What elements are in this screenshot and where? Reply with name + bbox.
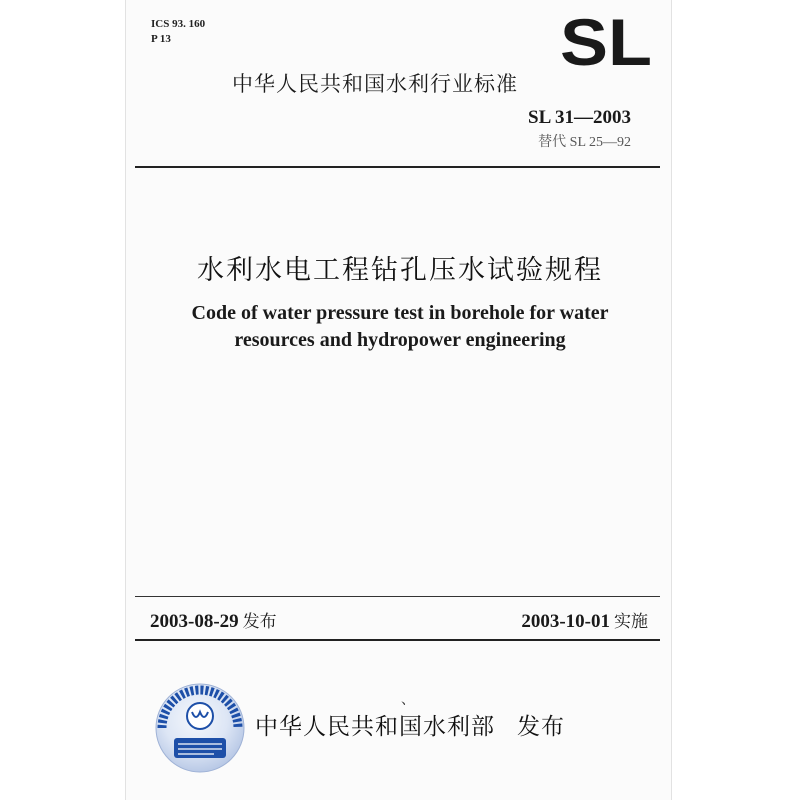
publisher-block <box>255 708 565 741</box>
title-english-line-1: Code of water pressure test in borehole for water <box>191 302 609 324</box>
standard-number: SL 31—2003 <box>528 107 631 128</box>
header-divider <box>135 166 660 168</box>
issue-date: 2003-08-29 <box>150 611 239 632</box>
anti-counterfeit-seal-icon <box>154 682 246 774</box>
title-english-line-2: resources and hydropower engineering <box>234 329 566 351</box>
effective-date-block <box>521 607 648 633</box>
ics-code: ICS 93. 160 <box>151 18 206 30</box>
effective-label: 实施 <box>614 612 648 632</box>
title-chinese: 水利水电工程钻孔压水试验规程 <box>197 255 603 286</box>
publisher-issue-label: 发布 <box>517 714 565 740</box>
replaces-standard: 替代 SL 25—92 <box>538 135 631 150</box>
effective-date: 2003-10-01 <box>521 611 610 632</box>
ics-code-block <box>151 17 205 47</box>
issue-label: 发布 <box>242 612 277 632</box>
dates-top-divider <box>135 596 660 597</box>
issue-date-block <box>150 607 277 633</box>
industry-standard-title: 中华人民共和国水利行业标准 <box>232 72 518 96</box>
sl-logo-text: SL <box>560 8 652 74</box>
printed-mark: 、 <box>401 692 415 708</box>
category-code: P 13 <box>151 33 171 45</box>
publisher-name: 中华人民共和国水利部 <box>255 714 495 740</box>
title-english <box>0 300 800 354</box>
dates-bottom-divider <box>135 639 660 641</box>
sl-logo <box>558 8 654 74</box>
